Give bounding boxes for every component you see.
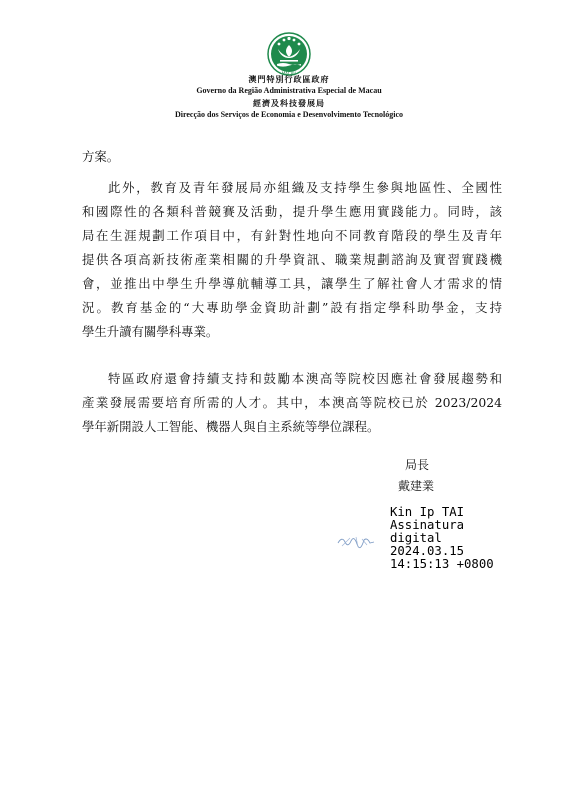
paragraph-line: 局在生涯規劃工作項目中，有針對性地向不同教育階段的學生及青年 [82,228,502,243]
digital-signer: Kin Ip TAI [390,505,465,519]
digital-signature [390,506,494,571]
dept-name-pt: Direcção dos Serviços de Economia e Desenvolvimento Tecnológico [174,110,404,119]
paragraph-education [82,176,502,344]
paragraph-line: 和國際性的各類科普競賽及活動，提升學生應用實踐能力。同時，該 [82,204,502,219]
paragraph-line: 學生升讀有關學科專業。 [82,324,219,339]
signatory-title: 局長 [405,458,430,472]
dept-name-zh: 經濟及科技發展局 [253,99,325,108]
digital-label-1: Assinatura [390,518,465,532]
digital-label-2: digital [390,531,442,545]
paragraph-line: 提供各項高新技術產業相關的升學資訊、職業規劃諮詢及實習實踐機 [82,252,502,267]
paragraph-continuation [82,145,502,169]
paragraph-line: 方案。 [82,149,120,164]
paragraph-line: 特區政府還會持續支持和鼓勵本澳高等院校因應社會發展趨勢和 [108,371,502,386]
paragraph-line: 會，並推出中學生升學導航輔導工具，讓學生了解社會人才需求的情 [82,276,502,291]
org-name-zh: 澳門特別行政區政府 [248,75,330,84]
digital-time: 14:15:13 +0800 [390,557,494,571]
signatory-name: 戴建業 [398,479,435,493]
digital-date: 2024.03.15 [390,544,465,558]
paragraph-line: 況。教育基金的“大專助學金資助計劃”設有指定學科助學金，支持 [82,300,502,315]
paragraph-higher-education [82,367,502,439]
macau-emblem-icon [265,32,313,78]
emblem-caption: MACAU [281,71,297,76]
paragraph-line: 產業發展需要培育所需的人才。其中，本澳高等院校已於 2023/2024 [82,395,502,410]
paragraph-line: 學年新開設人工智能、機器人與自主系統等學位課程。 [82,419,380,434]
handwritten-signature-icon [336,533,376,549]
paragraph-line: 此外，教育及青年發展局亦組織及支持學生參與地區性、全國性 [108,180,502,195]
org-name-pt: Governo da Região Administrativa Especial de Macau [196,86,382,95]
